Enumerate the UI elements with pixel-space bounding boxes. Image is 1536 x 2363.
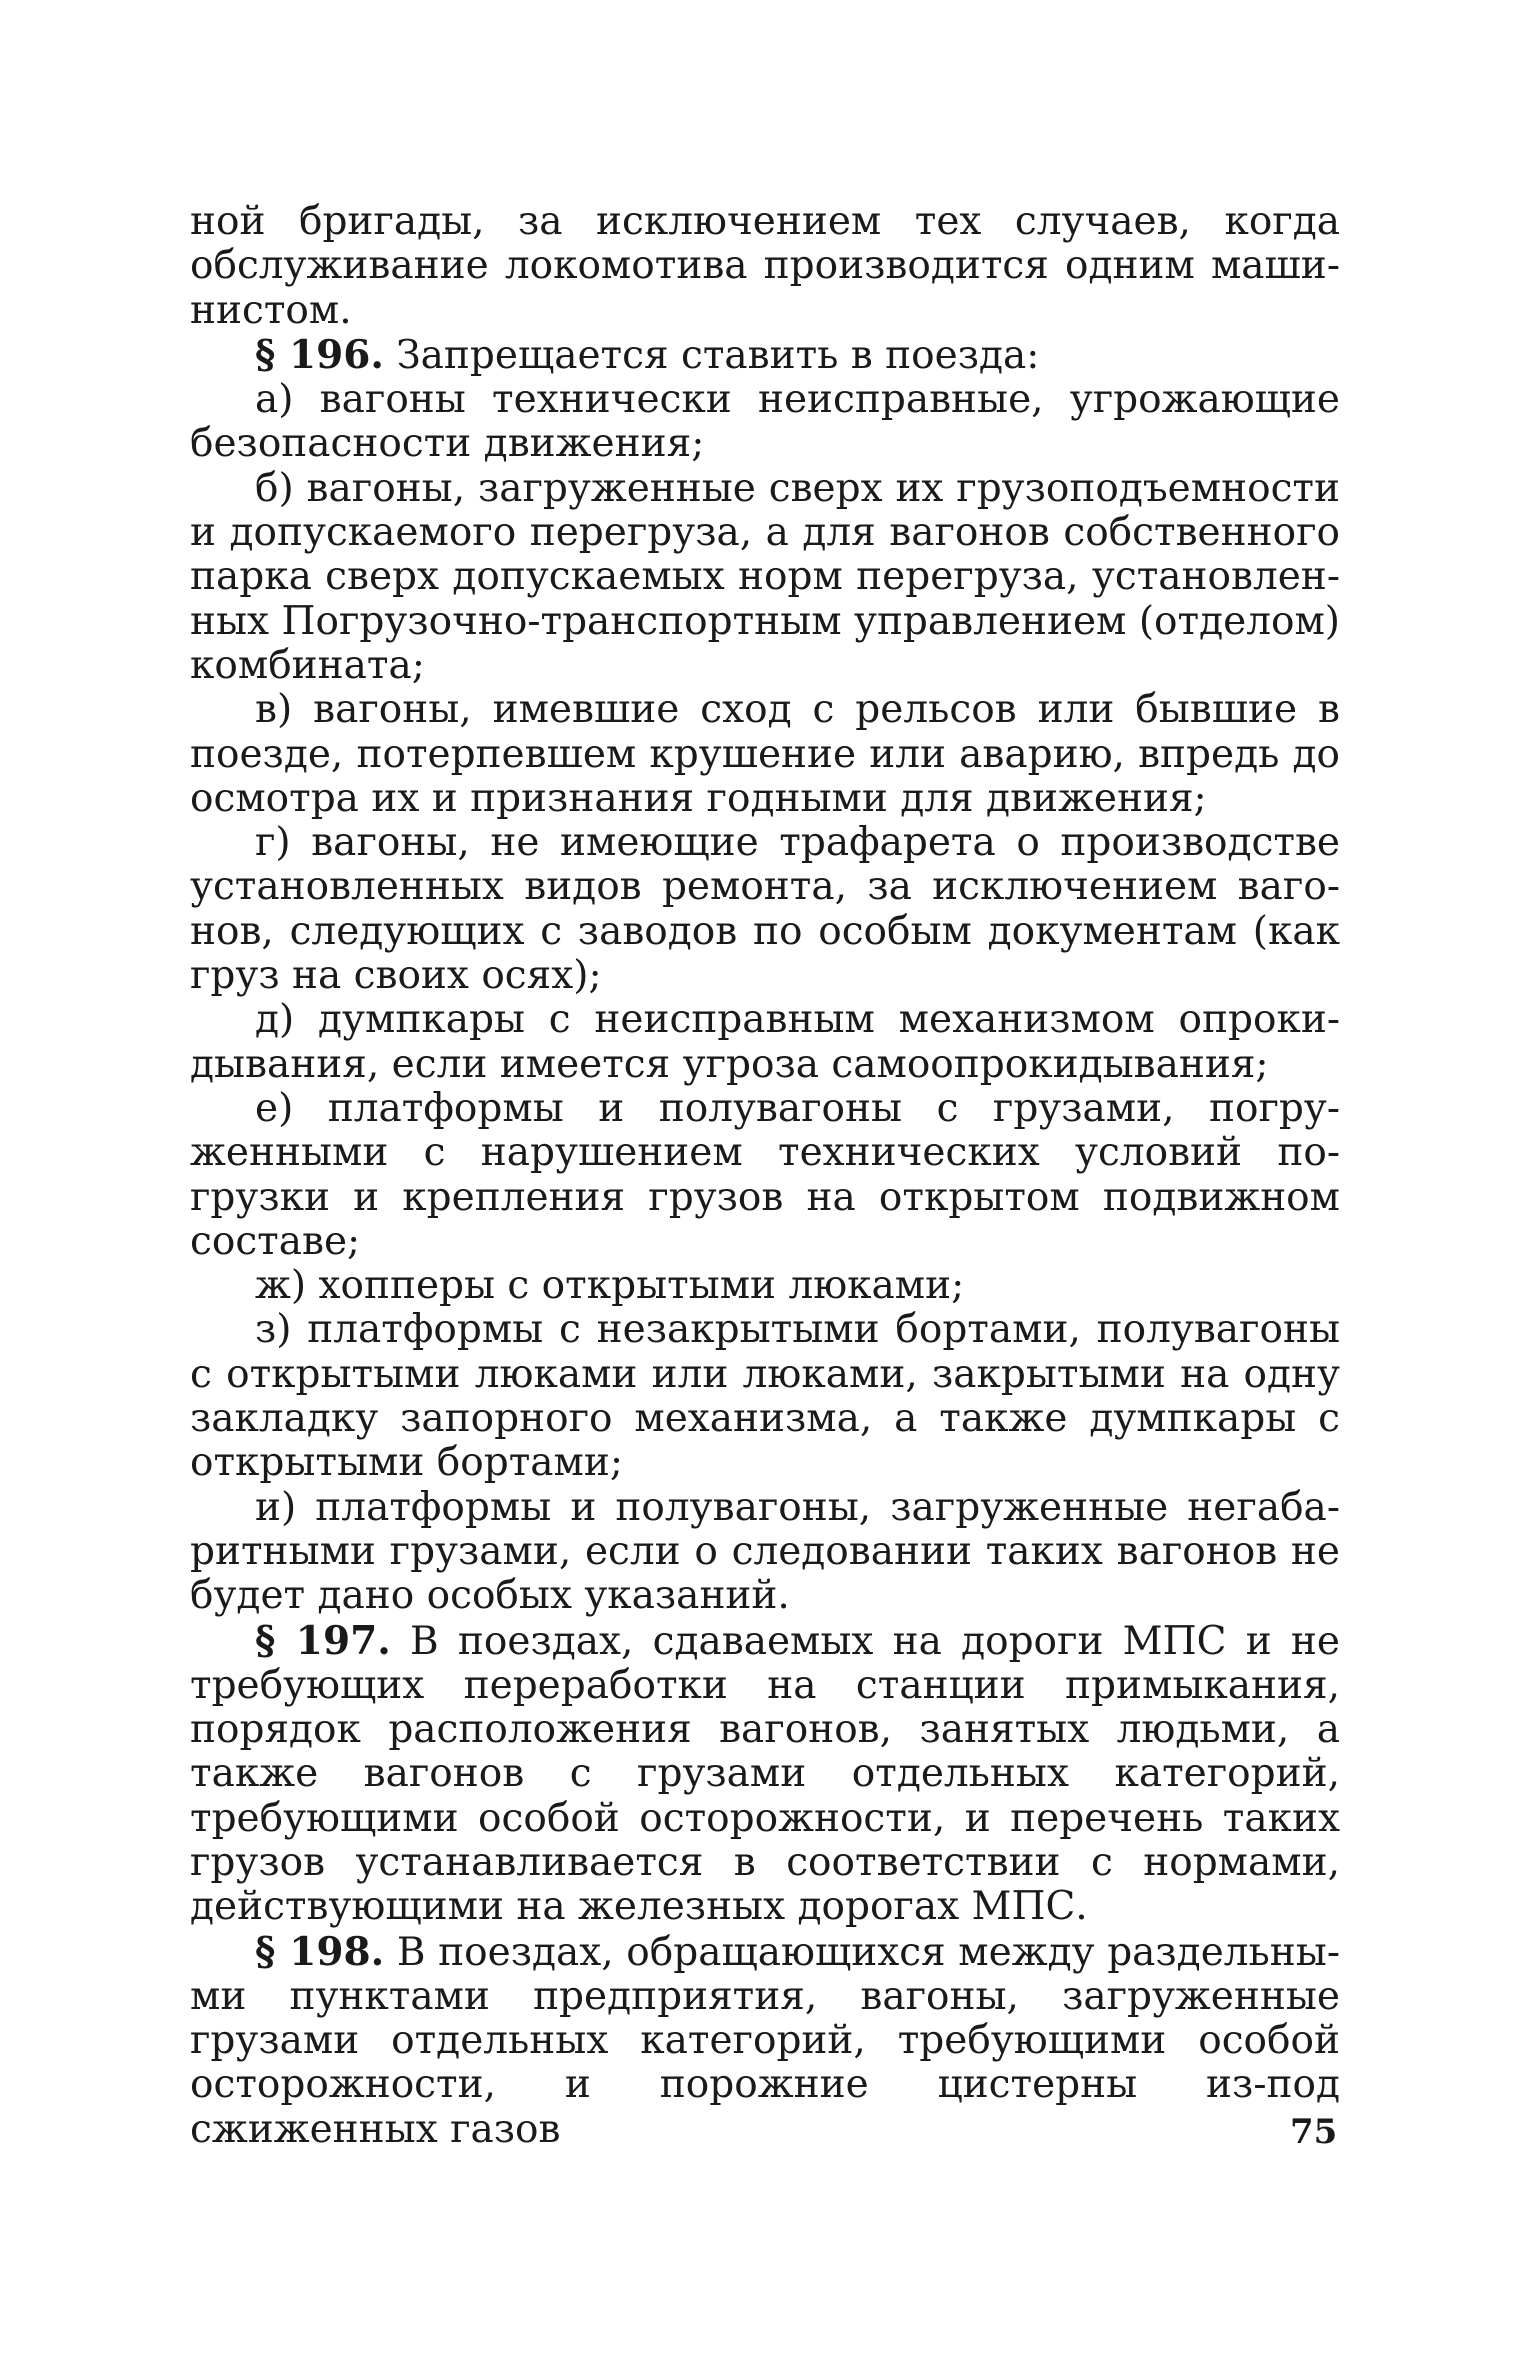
- list-item-d: [190, 998, 1340, 1087]
- paragraph-text: и) платформы и полувагоны, загруженные негабаритными грузами, если о следовании таких вагонов не будет дано особых указаний.: [190, 1484, 1340, 1619]
- list-item-zh: [190, 1264, 1340, 1308]
- paragraph-text: ж) хопперы с открытыми люками;: [255, 1263, 965, 1309]
- paragraph-text: г) вагоны, не имеющие трафарета о производстве установленных видов ремонта, за исключением вагонов, следующих с заводов по особым документам (как груз на своих осях);: [190, 820, 1340, 999]
- paragraph-text: б) вагоны, загруженные сверх их грузоподъемности и допускаемого перегруза, а для вагонов собственного парка сверх допускаемых норм перегруза, установленных Погрузочно-транспортным управлением (отделом) комбината;: [190, 465, 1340, 688]
- paragraph-section-196: [190, 333, 1340, 378]
- section-number: § 197.: [255, 1617, 391, 1664]
- list-item-b: [190, 467, 1340, 688]
- section-number: § 198.: [255, 1928, 385, 1975]
- page-number: 75: [1290, 2112, 1338, 2152]
- page-body: [190, 200, 1340, 2152]
- paragraph-text: В поездах, сдаваемых на дороги МПС и не требующих переработки на станции примыкания, порядок расположения вагонов, занятых людьми, а также вагонов с грузами отдельных категорий, требующими особой осторожности, и перечень таких грузов устанавливается в соответствии с нормами, действующими на железных дорогах МПС.: [190, 1618, 1340, 1930]
- list-item-g: [190, 821, 1340, 998]
- list-item-i: [190, 1486, 1340, 1619]
- paragraph-text: в) вагоны, имевшие сход с рельсов или бывшие в поезде, потерпевшем крушение или аварию, впредь до осмотра их и признания годными для движения;: [190, 687, 1340, 821]
- paragraph-text: з) платформы с незакрытыми бортами, полувагоны с открытыми люками или люками, закрытыми на одну закладку запорного механизма, а также думпкары с открытыми бортами;: [190, 1307, 1340, 1486]
- paragraph-continuation: [190, 200, 1340, 333]
- list-item-v: [190, 688, 1340, 821]
- paragraph-text: а) вагоны технически неисправные, угрожающие безопасности движения;: [190, 377, 1340, 467]
- paragraph-text: Запрещается ставить в поезда:: [396, 332, 1040, 378]
- paragraph-section-197: [190, 1619, 1340, 1930]
- paragraph-text: е) платформы и полувагоны с грузами, погруженными с нарушением технических условий погрузки и крепления грузов на открытом подвижном составе;: [190, 1085, 1340, 1264]
- paragraph-text: В поездах, обращающихся между раздельными пунктами предприятия, вагоны, загруженные грузами отдельных категорий, требующими особой осторожности, и порожние цистерны из-под сжиженных газов: [190, 1929, 1340, 2152]
- list-item-z: [190, 1308, 1340, 1485]
- list-item-a: [190, 378, 1340, 467]
- paragraph-text: ной бригады, за исключением тех случаев, когда обслуживание локомотива производится одним машинистом.: [190, 199, 1340, 333]
- section-number: § 196.: [255, 331, 384, 378]
- paragraph-text: д) думпкары с неисправным механизмом опрокидывания, если имеется угроза самоопрокидывания;: [190, 997, 1340, 1087]
- paragraph-section-198: [190, 1930, 1340, 2152]
- list-item-e: [190, 1087, 1340, 1264]
